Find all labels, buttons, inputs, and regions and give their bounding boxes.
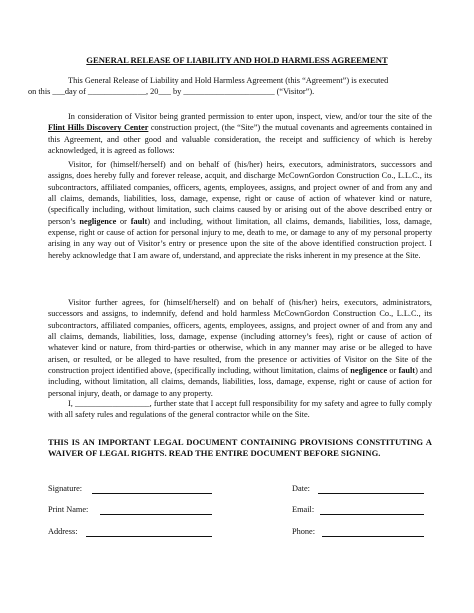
email-label: Email:	[292, 505, 315, 514]
address-field[interactable]	[86, 536, 212, 537]
indemnify-fault: fault	[398, 366, 416, 376]
print-name-field[interactable]	[100, 514, 212, 515]
legal-warning: THIS IS AN IMPORTANT LEGAL DOCUMENT CONTAINING PROVISIONS CONSTITUTING A WAIVER OF LEGAL RIGHTS. READ THE ENTIRE DOCUMENT BEFORE SIGNING.	[48, 437, 432, 459]
release-text-a: Visitor, for (himself/herself) and on behalf of (his/her) heirs, executors, administrators, successors and assigns, does hereby fully and forever release, acquit, and discharge McCownGordon Construction Co., L.L.C., its subcontractors, affiliated companies, officers, agents, employees, assigns, and project owner of and from any and all claims, demands, liabilities, loss, damage, expense, right or cause of action of whatever kind or nature, (specifically including, without limitation, such claims caused by or arising out of the above described entry or person’s	[48, 160, 432, 226]
indemnify-text-a: Visitor further agrees, for (himself/herself) and on behalf of (his/her) heirs, executors, administrators, successors and assigns, to indemnify, defend and hold harmless McCownGordon Construction Co., L.L.C., its subcontractors, affiliated companies, officers, agents, employees, assigns, and project owner of and from any and all claims, demands, liabilities, loss, damage, expense (including attorney’s fees), right or cause of action of whatever kind or nature, from third-parties or otherwise, which in any manner may arise or be alleged to have arisen, or resulted, or be alleged to have resulted, from the presence or activities of Visitor on the Site of the construction project identified above, (specifically including, without limitation, claims of	[48, 298, 432, 376]
release-text-b: ) and including, without limitation, all claims, demands, liabilities, loss, damage, expense, right or cause of action for personal injury to me, death to me, or damage to any of my personal property arising in any way out of Visitor’s entry or presence upon the site of the above identified construction project. I hereby acknowledge that I am aware of, understand, and appreciate the risks inherent in my presence at the Site.	[48, 216, 432, 260]
responsibility-paragraph: I, __________________, further state that I accept full responsibility for my safety and agree to fully comply with all safety rules and regulations of the general contractor while on the Site.	[48, 399, 432, 420]
email-field[interactable]	[320, 514, 424, 515]
indemnify-text-b: ) and including, without limitation, all claims, demands, liabilities, loss, damage, expense, right or cause of action for personal injury, death, or damage to any property.	[48, 366, 432, 398]
consideration-paragraph	[48, 111, 432, 156]
signature-field[interactable]	[92, 493, 212, 494]
site-name: Flint Hills Discovery Center	[48, 123, 149, 133]
phone-field[interactable]	[322, 536, 424, 537]
phone-label: Phone:	[292, 527, 316, 536]
release-or: or	[116, 216, 131, 226]
consideration-text-a: In consideration of Visitor being granted permission to enter upon, inspect, view, and/or tour the site of the	[68, 112, 432, 121]
document-title: GENERAL RELEASE OF LIABILITY AND HOLD HARMLESS AGREEMENT	[86, 55, 388, 65]
indemnify-paragraph	[48, 297, 432, 399]
date-label: Date:	[292, 484, 310, 493]
release-paragraph	[48, 159, 432, 261]
intro-line-1: This General Release of Liability and Hold Harmless Agreement (this “Agreement”) is executed	[68, 76, 389, 85]
release-fault: fault	[130, 216, 148, 226]
intro-paragraph	[28, 75, 432, 98]
consideration-text-b: construction project, (the “Site”) the mutual covenants and agreements contained in this Agreement, and other good and valuable consideration, the receipt and sufficiency of which is hereby acknowledged, it is agreed as follows:	[48, 123, 432, 156]
address-label: Address:	[48, 527, 78, 536]
signature-label: Signature:	[48, 484, 83, 493]
release-negligence: negligence	[79, 216, 117, 226]
date-field[interactable]	[318, 493, 424, 494]
print-name-label: Print Name:	[48, 505, 89, 514]
indemnify-negligence: negligence	[350, 366, 388, 376]
intro-line-2: on this ___day of ______________, 20___ by ______________________ (“Visitor”).	[28, 87, 315, 97]
indemnify-or: or	[387, 366, 399, 376]
